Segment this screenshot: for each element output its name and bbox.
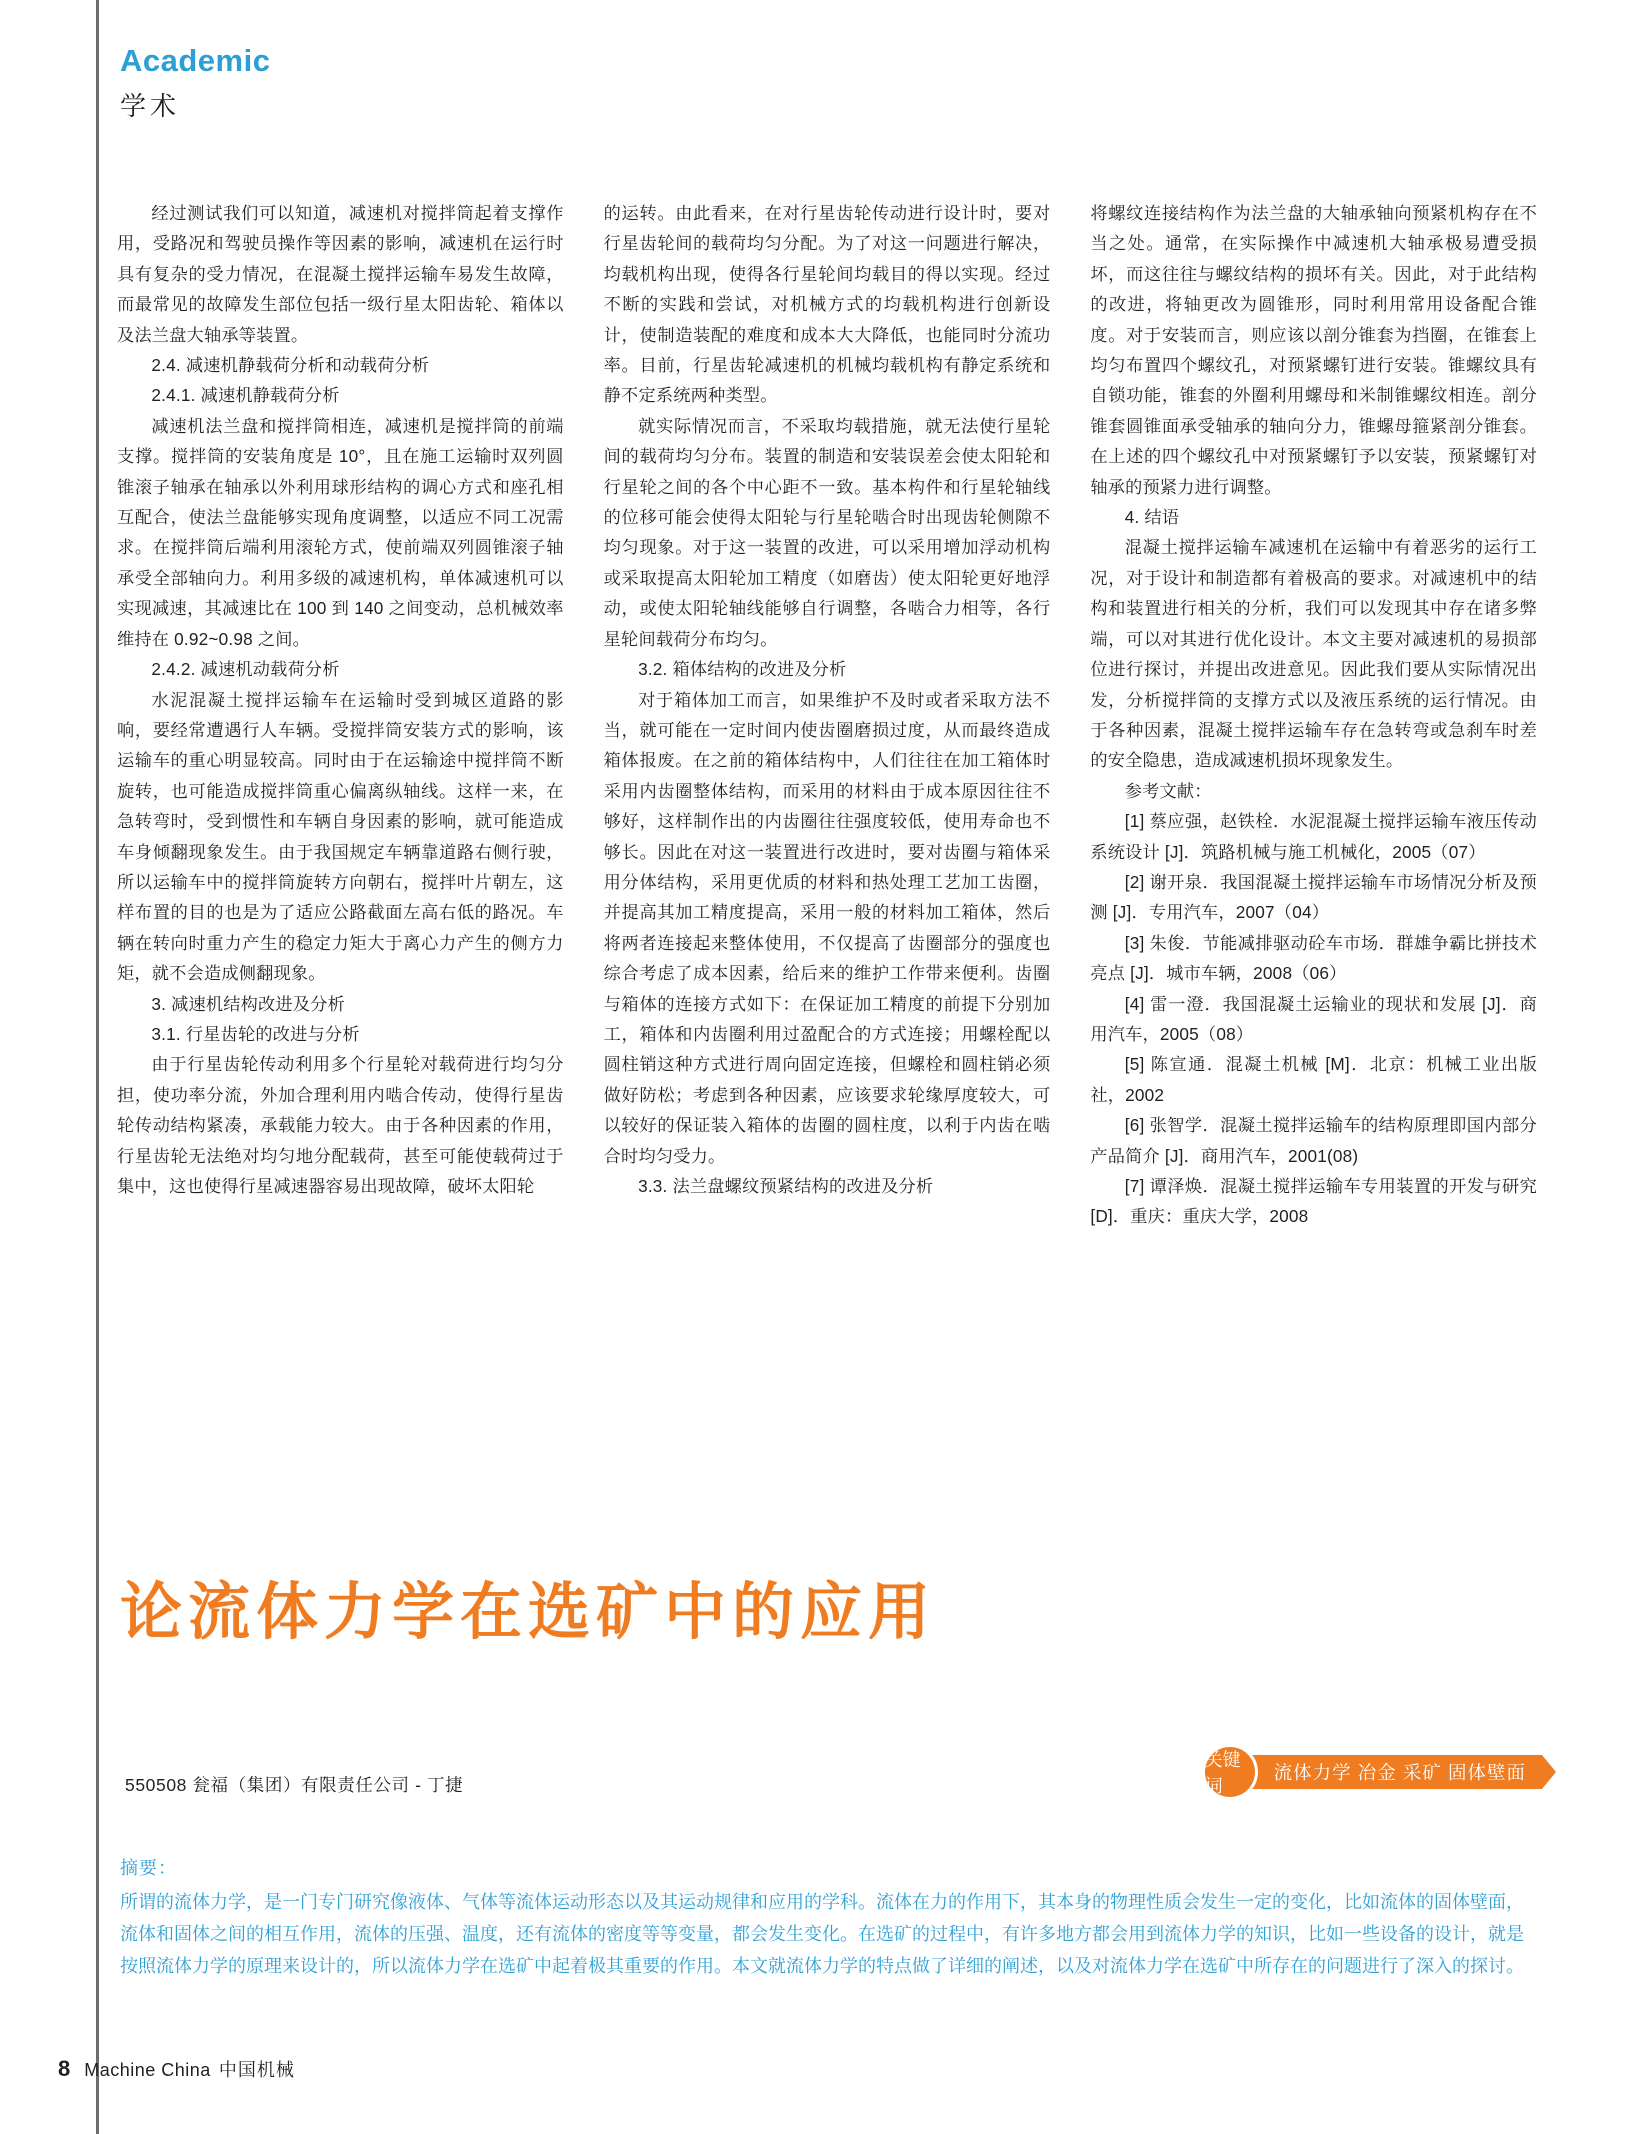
paragraph: 混凝土搅拌运输车减速机在运输中有着恶劣的运行工况，对于设计和制造都有着极高的要求。对减速机中的结构和装置进行相关的分析，我们可以发现其中存在诸多弊端，可以对其进行优化设计。本文主要对减速机的易损部位进行探讨，并提出改进意见。因此我们要从实际情况出发，分析搅拌筒的支撑方式以及液压系统的运行情况。由于各种因素，混凝土搅拌运输车存在急转弯或急刹车时差的安全隐患，造成减速机损坏现象发生。 [1090, 537, 1538, 771]
header-english-label: Academic [120, 43, 271, 78]
reference-item: [2] 谢开泉．我国混凝土搅拌运输车市场情况分析及预测 [J]．专用汽车，2007（04） [1090, 871, 1538, 923]
paragraph: 水泥混凝土搅拌运输车在运输时受到城区道路的影响，要经常遭遇行人车辆。受搅拌筒安装方式的影响，该运输车的重心明显较高。同时由于在运输途中搅拌筒不断旋转，也可能造成搅拌筒重心偏离纵轴线。这样一来，在急转弯时，受到惯性和车辆自身因素的影响，就可能造成车身倾翻现象发生。由于我国规定车辆靠道路右侧行驶，所以运输车中的搅拌筒旋转方向朝右，搅拌叶片朝左，这样布置的目的也是为了适应公路截面左高右低的路况。车辆在转向时重力产生的稳定力矩大于离心力产生的侧方力矩，就不会造成侧翻现象。 [117, 689, 564, 984]
references-heading: 参考文献： [1124, 780, 1212, 801]
page-footer [58, 2056, 295, 2082]
magazine-name-cn: 中国机械 [218, 2060, 295, 2080]
column-2 [604, 198, 1051, 1232]
paragraph: 减速机法兰盘和搅拌筒相连，减速机是搅拌筒的前端支撑。搅拌筒的安装角度是 10°，且在施工运输时双列圆锥滚子轴承在轴承以外利用球形结构的调心方式和座孔相互配合，使法兰盘能够实现角度调整，以适应不同工况需求。在搅拌筒后端利用滚轮方式，使前端双列圆锥滚子轴承受全部轴向力。利用多级的减速机构，单体减速机可以实现减速，其减速比在 100 到 140 之间变动，总机械效率维持在 0.92~0.98 之间。 [117, 415, 564, 649]
article-abstract [120, 1852, 1535, 1982]
reference-item: [6] 张智学．混凝土搅拌运输车的结构原理即国内部分产品简介 [J]．商用汽车，2001(08) [1090, 1115, 1538, 1166]
reference-item: [5] 陈宣通．混凝土机械 [M]．北京：机械工业出版社，2002 [1090, 1054, 1538, 1105]
paragraph: 经过测试我们可以知道，减速机对搅拌筒起着支撑作用，受路况和驾驶员操作等因素的影响，减速机在运行时具有复杂的受力情况，在混凝土搅拌运输车易发生故障，而最常见的故障发生部位包括一级行星太阳齿轮、箱体以及法兰盘大轴承等装置。 [117, 203, 564, 345]
keywords-label: 关键词 [1202, 1744, 1258, 1800]
section-heading: 4. 结语 [1124, 507, 1180, 528]
section-heading: 3.2. 箱体结构的改进及分析 [638, 659, 847, 680]
section-heading: 3. 减速机结构改进及分析 [151, 993, 345, 1014]
article-columns [117, 198, 1537, 1232]
column-3 [1090, 198, 1537, 1232]
keywords-badge [1202, 1744, 1542, 1800]
paragraph: 由于行星齿轮传动利用多个行星轮对载荷进行均匀分担，使功率分流，外加合理利用内啮合传动，使得行星齿轮传动结构紧凑，承载能力较大。由于各种因素的作用，行星齿轮无法绝对均匀地分配载荷，甚至可能使载荷过于集中，这也使得行星减速器容易出现故障，破坏太阳轮 [117, 1054, 564, 1196]
page-header [120, 42, 270, 124]
section-heading: 3.1. 行星齿轮的改进与分析 [151, 1023, 360, 1044]
reference-item: [7] 谭泽焕．混凝土搅拌运输车专用装置的开发与研究 [D]．重庆：重庆大学，2008 [1090, 1176, 1538, 1227]
header-chinese-label: 学术 [120, 91, 181, 121]
reference-item: [4] 雷一澄．我国混凝土运输业的现状和发展 [J]．商用汽车，2005（08） [1090, 993, 1538, 1044]
paragraph: 将螺纹连接结构作为法兰盘的大轴承轴向预紧机构存在不当之处。通常，在实际操作中减速机大轴承极易遭受损坏，而这往往与螺纹结构的损坏有关。因此，对于此结构的改进，将轴更改为圆锥形，同时利用常用设备配合锥度。对于安装而言，则应该以剖分锥套为挡圈，在锥套上均匀布置四个螺纹孔，对预紧螺钉进行安装。锥螺纹具有自锁功能，锥套的外圈利用螺母和米制锥螺纹相连。剖分锥套圆锥面承受轴承的轴向分力，锥螺母箍紧剖分锥套。在上述的四个螺纹孔中对预紧螺钉予以安装，预紧螺钉对轴承的预紧力进行调整。 [1090, 203, 1538, 497]
magazine-name-en: Machine China [84, 2060, 211, 2080]
paragraph: 的运转。由此看来，在对行星齿轮传动进行设计时，要对行星齿轮间的载荷均匀分配。为了对这一问题进行解决，均载机构出现，使得各行星轮间均载目的得以实现。经过不断的实践和尝试，对机械方式的均载机构进行创新设计，使制造装配的难度和成本大大降低，也能同时分流功率。目前，行星齿轮减速机的机械均载机构有静定系统和静不定系统两种类型。 [603, 203, 1051, 406]
article-author-line: 550508 瓮福（集团）有限责任公司 - 丁捷 [125, 1775, 464, 1795]
section-heading: 2.4.2. 减速机动载荷分析 [151, 659, 340, 680]
keywords-text: 流体力学 冶金 采矿 固体壁面 [1248, 1755, 1542, 1789]
left-vertical-rule [96, 0, 99, 2134]
column-1 [117, 198, 564, 1232]
reference-item: [3] 朱俊．节能减排驱动砼车市场．群雄争霸比拼技术亮点 [J]．城市车辆，2008（06） [1090, 932, 1538, 984]
paragraph: 就实际情况而言，不采取均载措施，就无法使行星轮间的载荷均匀分布。装置的制造和安装误差会使太阳轮和行星轮之间的各个中心距不一致。基本构件和行星轮轴线的位移可能会使得太阳轮与行星轮啮合时出现齿轮侧隙不均匀现象。对于这一装置的改进，可以采用增加浮动机构或采取提高太阳轮加工精度（如磨齿）使太阳轮更好地浮动，或使太阳轮轴线能够自行调整，各啮合力相等，各行星轮间载荷分布均匀。 [603, 415, 1051, 649]
section-heading: 2.4. 减速机静载荷分析和动载荷分析 [151, 355, 430, 376]
section-heading: 3.3. 法兰盘螺纹预紧结构的改进及分析 [638, 1176, 934, 1196]
reference-item: [1] 蔡应强，赵铁栓．水泥混凝土搅拌运输车液压传动系统设计 [J]．筑路机械与施工机械化，2005（07） [1090, 811, 1538, 862]
abstract-label: 摘要： [120, 1858, 177, 1878]
abstract-text: 所谓的流体力学，是一门专门研究像液体、气体等流体运动形态以及其运动规律和应用的学科。流体在力的作用下，其本身的物理性质会发生一定的变化，比如流体的固体壁面，流体和固体之间的相互作用，流体的压强、温度，还有流体的密度等等变量，都会发生变化。在选矿的过程中，有许多地方都会用到流体力学的知识，比如一些设备的设计，就是按照流体力学的原理来设计的，所以流体力学在选矿中起着极其重要的作用。本文就流体力学的特点做了详细的阐述，以及对流体力学在选矿中所存在的问题进行了深入的探讨。 [120, 1892, 1524, 1976]
section-heading: 2.4.1. 减速机静载荷分析 [151, 385, 340, 406]
article-title: 论流体力学在选矿中的应用 [120, 1578, 937, 1647]
paragraph: 对于箱体加工而言，如果维护不及时或者采取方法不当，就可能在一定时间内使齿圈磨损过度，从而最终造成箱体报废。在之前的箱体结构中，人们往往在加工箱体时采用内齿圈整体结构，而采用的材料由于成本原因往往不够好，这样制作出的内齿圈往往强度较低，使用寿命也不够长。因此在对这一装置进行改进时，要对齿圈与箱体采用分体结构，采用更优质的材料和热处理工艺加工齿圈，并提高其加工精度提高，采用一般的材料加工箱体，然后将两者连接起来整体使用，不仅提高了齿圈部分的强度也综合考虑了成本因素，给后来的维护工作带来便利。齿圈与箱体的连接方式如下：在保证加工精度的前提下分别加工，箱体和内齿圈利用过盈配合的方式连接；用螺栓配以圆柱销这种方式进行周向固定连接，但螺栓和圆柱销必须做好防松；考虑到各种因素，应该要求轮缘厚度较大，可以较好的保证装入箱体的齿圈的圆柱度，以利于内齿在啮合时均匀受力。 [603, 689, 1051, 1166]
page-number: 8 [58, 2056, 71, 2081]
